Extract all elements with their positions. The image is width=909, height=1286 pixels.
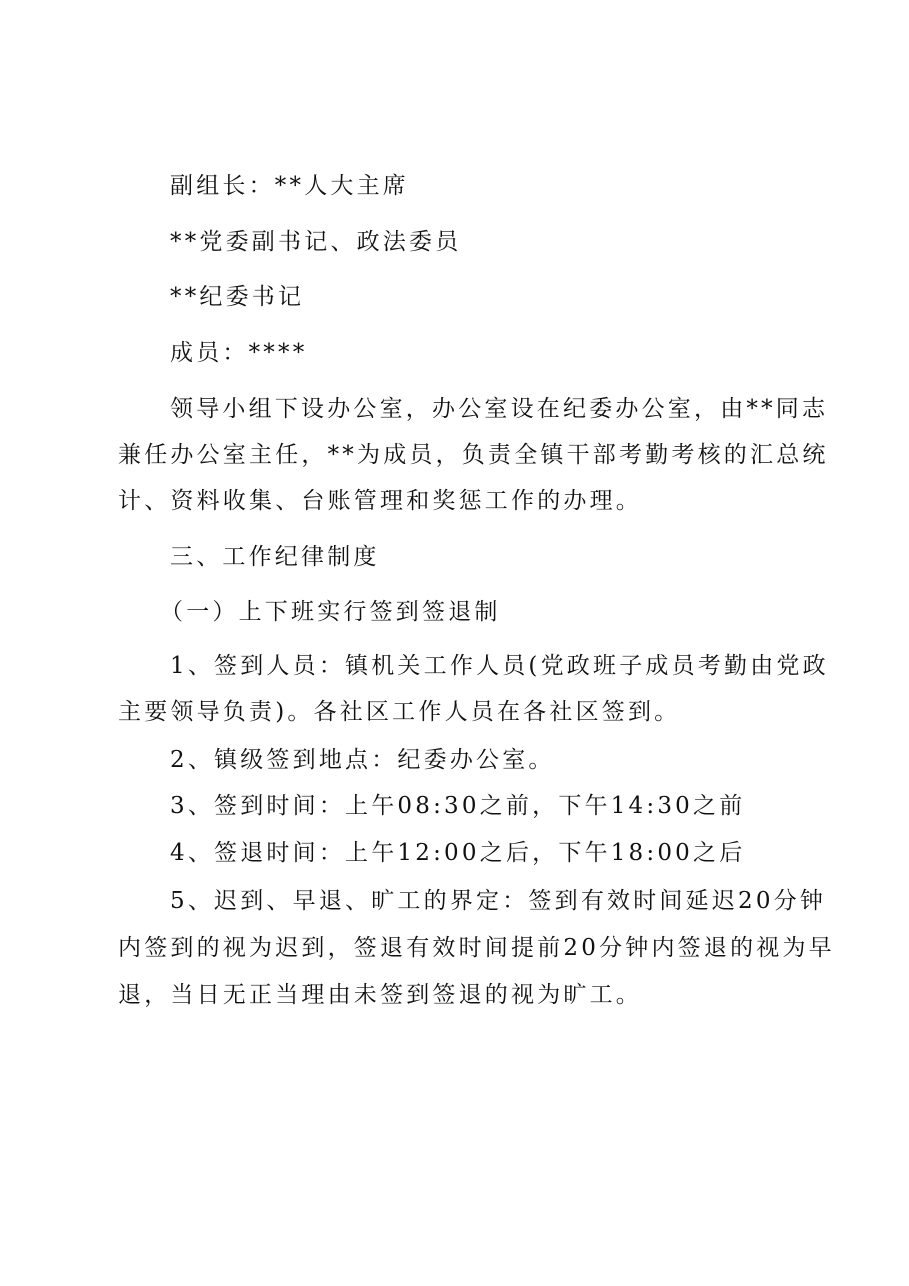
item-2: 2、镇级签到地点：纪委办公室。 [170, 747, 555, 773]
item-5-line-2: 内签到的视为迟到，签退有效时间提前20分钟内签退的视为早 [118, 935, 835, 961]
paragraph-members: 成员：**** [170, 340, 308, 366]
item-5-line-3: 退，当日无正当理由未签到签退的视为旷工。 [118, 982, 642, 1008]
section-heading-discipline: 三、工作纪律制度 [170, 544, 380, 570]
paragraph-office-line-1: 领导小组下设办公室，办公室设在纪委办公室，由**同志 [170, 396, 829, 422]
item-4: 4、签退时间：上午12:00之后，下午18:00之后 [170, 840, 746, 866]
paragraph-member-line-1: **党委副书记、政法委员 [170, 229, 462, 255]
item-1-line-1: 1、签到人员：镇机关工作人员(党政班子成员考勤由党政 [170, 653, 829, 679]
paragraph-member-line-2: **纪委书记 [170, 284, 305, 310]
paragraph-office-line-2: 兼任办公室主任，**为成员，负责全镇干部考勤考核的汇总统 [118, 442, 829, 468]
item-1-line-2: 主要领导负责)。各社区工作人员在各社区签到。 [118, 699, 681, 725]
subsection-heading-sign-in: （一）上下班实行签到签退制 [160, 599, 501, 625]
item-5-line-1: 5、迟到、早退、旷工的界定：签到有效时间延迟20分钟 [170, 888, 827, 914]
paragraph-deputy-leader: 副组长：**人大主席 [170, 173, 409, 199]
paragraph-office-line-3: 计、资料收集、台账管理和奖惩工作的办理。 [118, 488, 642, 514]
item-3: 3、签到时间：上午08:30之前，下午14:30之前 [170, 793, 746, 819]
